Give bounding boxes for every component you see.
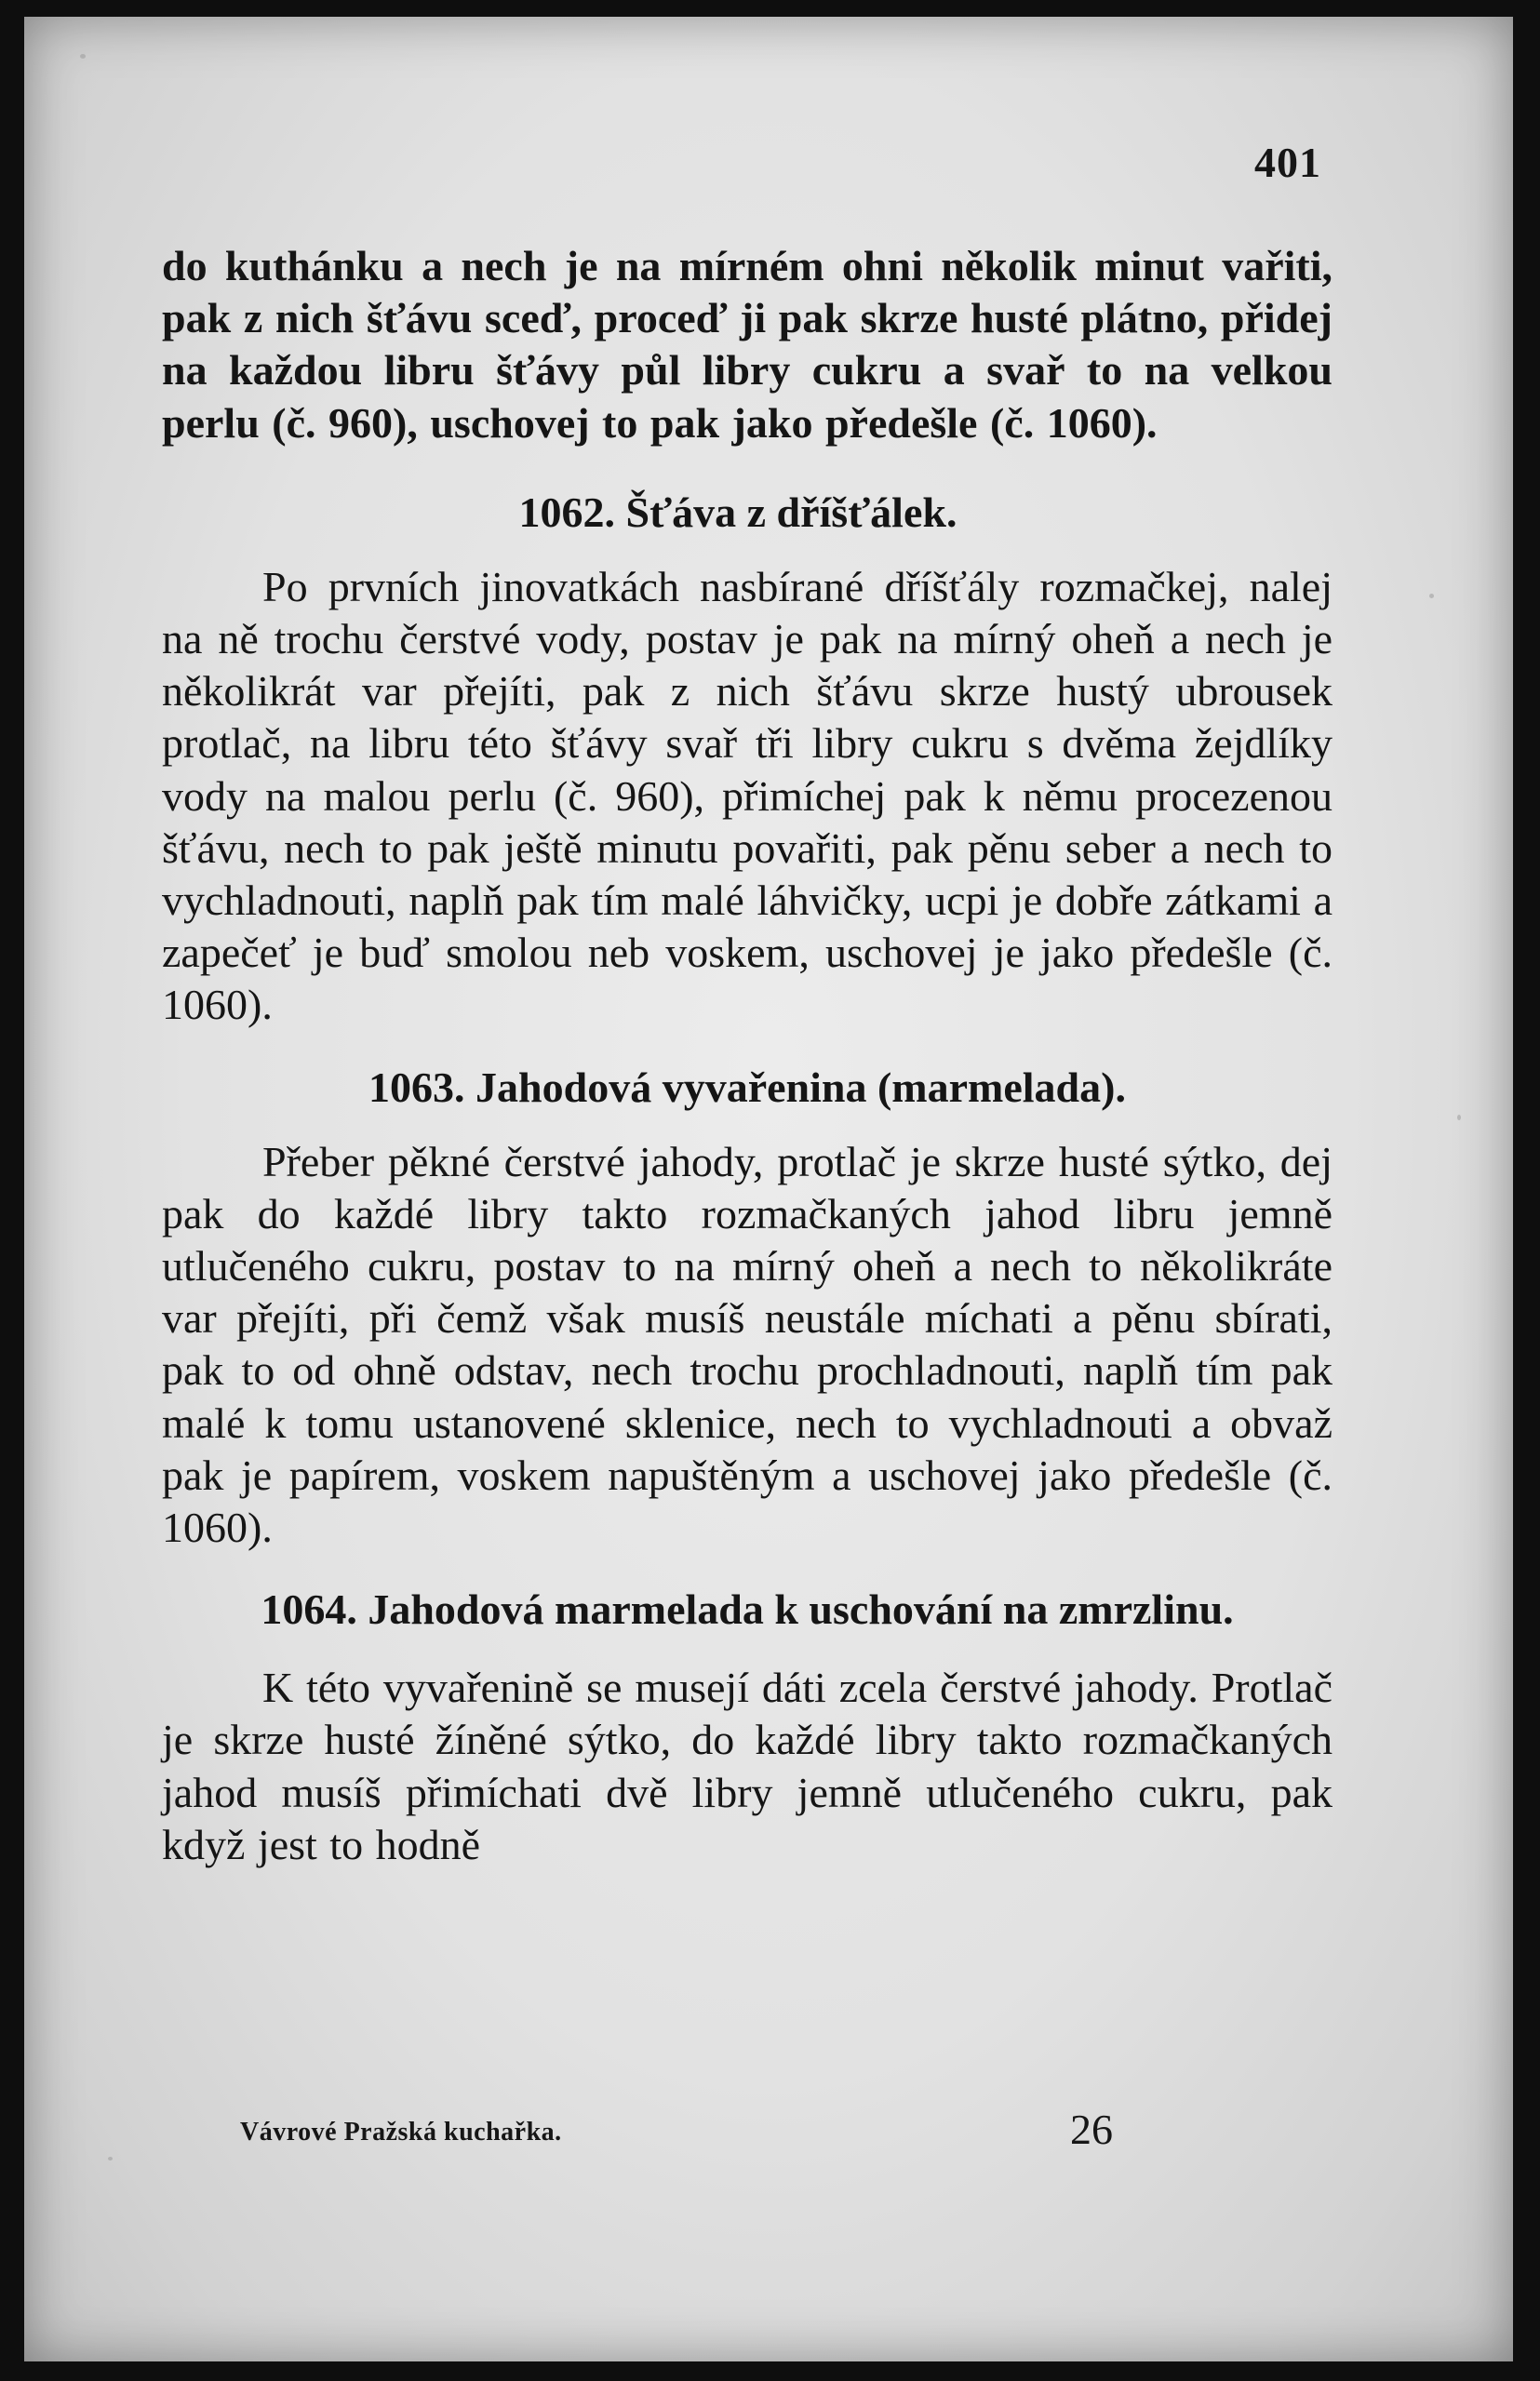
recipe-heading-1063: 1063. Jahodová vyvařenina (marmelada). xyxy=(368,1063,1126,1111)
paper-speck xyxy=(1429,594,1434,598)
recipe-text-1062: Po prvních jinovatkách nasbírané dříšťály rozmačkej, nalej na ně trochu čerstvé vody, postav je pak na mírný oheň a nech je několikrát var přejíti, pak z nich šťávu skrze hustý ubrousek protlač, na libru této šťávy svař tři libry cukru s dvěma žejdlíky vody na malou perlu (č. 960), přimíchej pak k němu procezenou šťávu, nech to pak ještě minutu povařiti, pak pěnu seber a nech to vychladnouti, naplň pak tím malé láhvičky, ucpi je dobře zátkami a zapečeť je buď smolou neb voskem, uschovej je jako předešle (č. 1060). xyxy=(162,562,1332,1029)
recipe-text-1063: Přeber pěkné čerstvé jahody, protlač je skrze husté sýtko, dej pak do každé libry takto rozmačkaných jahod libru jemně utlučeného cukru, postav to na mírný oheň a nech to několikráte var přejíti, při čemž však musíš neustále míchati a pěnu sbírati, pak to od ohně odstav, nech trochu prochladnouti, naplň tím pak malé k tomu ustanovené sklenice, nech to vychladnouti a obvaž pak je papírem, voskem napuštěným a uschovej jako předešle (č. 1060). xyxy=(162,1137,1332,1552)
page-content xyxy=(162,240,1332,1871)
recipe-text-1064: K této vyvařenině se musejí dáti zcela čerstvé jahody. Protlač je skrze husté žíněné sýtko, do každé libry takto rozmačkaných jahod musíš přimíchati dvě libry jemně utlučeného cukru, pak když jest to hodně xyxy=(162,1664,1332,1868)
sheet-number: 26 xyxy=(1070,2106,1113,2153)
paper-speck xyxy=(80,54,86,59)
page-number: 401 xyxy=(1254,139,1321,186)
paper-speck xyxy=(108,2157,113,2160)
recipe-heading-1062: 1062. Šťáva z dříšťálek. xyxy=(518,488,957,536)
paper-speck xyxy=(1457,1115,1461,1120)
page-footer xyxy=(240,2105,1171,2160)
footer-signature: Vávrové Pražská kuchařka. xyxy=(240,2118,562,2147)
recipe-heading-1064: 1064. Jahodová marmelada k uschování na zmrzlinu. xyxy=(261,1585,1234,1634)
continuation-paragraph: do kuthánku a nech je na mírném ohni několik minut vařiti, pak z nich šťávu sceď, proceď ji pak skrze husté plátno, přidej na každou libru šťávy půl libry cukru a svař to na velkou perlu (č. 960), uschovej to pak jako předešle (č. 1060). xyxy=(162,242,1332,447)
